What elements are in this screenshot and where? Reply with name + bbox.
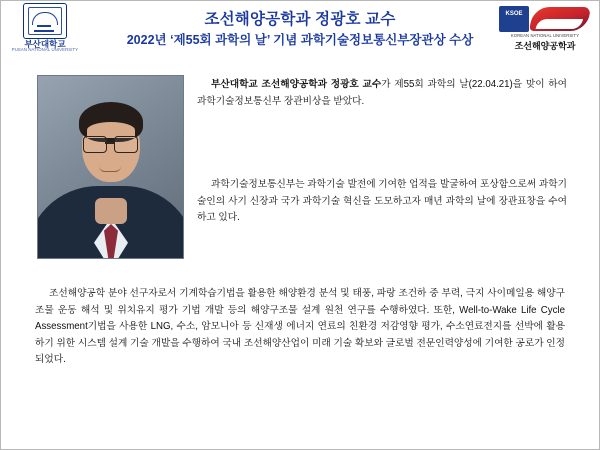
page-subtitle: 2022년 ‘제55회 과학의 날’ 기념 과학기술정보통신부장관상 수상 xyxy=(126,33,474,47)
pnu-logo-name-ko: 부산대학교 xyxy=(24,39,66,49)
header-band xyxy=(1,1,599,53)
department-logo-name-ko: 조선해양공학과 xyxy=(514,41,576,51)
paragraph-1 xyxy=(197,77,567,110)
paragraph-3: 조선해양공학 분야 선구자로서 기계학습기법을 활용한 해양환경 분석 및 태풍, 파랑 조건하 중 부력, 극지 사이메일용 해양구조물 운동 해석 및 위치유지 평가 기법 개발 등의 해양구조물 설계 원천 연구를 수행하였다. 또한, Well-to-Wake Life Cycle Assessment기법을 사용한 LNG, 수소, 암모니아 등 신재생 에너지 연료의 친환경 저감영향 평가, 수소연료전지를 선박에 활용하기 위한 시스템 설계 기술 개발을 수행하여 국내 조선해양산업이 미래 기술 확보와 글로벌 전문인력양성에 기여한 공로가 인정되었다. xyxy=(35,288,565,365)
department-logo xyxy=(497,3,593,53)
paragraph-1-rest: 가 제55회 과학의 날(22.04.21)을 맞이 하여 과학기술정보통신부 장관비상을 받았다. xyxy=(197,79,567,107)
ksoe-mark-text: KSOE xyxy=(505,11,523,17)
paragraph-1-lead: 부산대학교 조선해양공학과 정광호 교수 xyxy=(211,79,382,90)
paragraph-2: 과학기술정보통신부는 과학기술 발전에 기여한 업적을 발굴하여 포상함으로써 과학기술인의 사기 신장과 국가 과학기술 혁신을 도모하고자 매년 과학의 날에 장관표창을 수여하고 있다. xyxy=(197,179,567,223)
pnu-logo-name-en: PUSAN NATIONAL UNIVERSITY xyxy=(11,47,79,52)
department-logo-name-en: KOREAN NATIONAL UNIVERSITY xyxy=(510,33,580,38)
wave-swoosh-icon xyxy=(497,4,593,34)
portrait-photo xyxy=(37,75,184,259)
page-title: 조선해양공학과 정광호 교수 xyxy=(204,11,396,28)
